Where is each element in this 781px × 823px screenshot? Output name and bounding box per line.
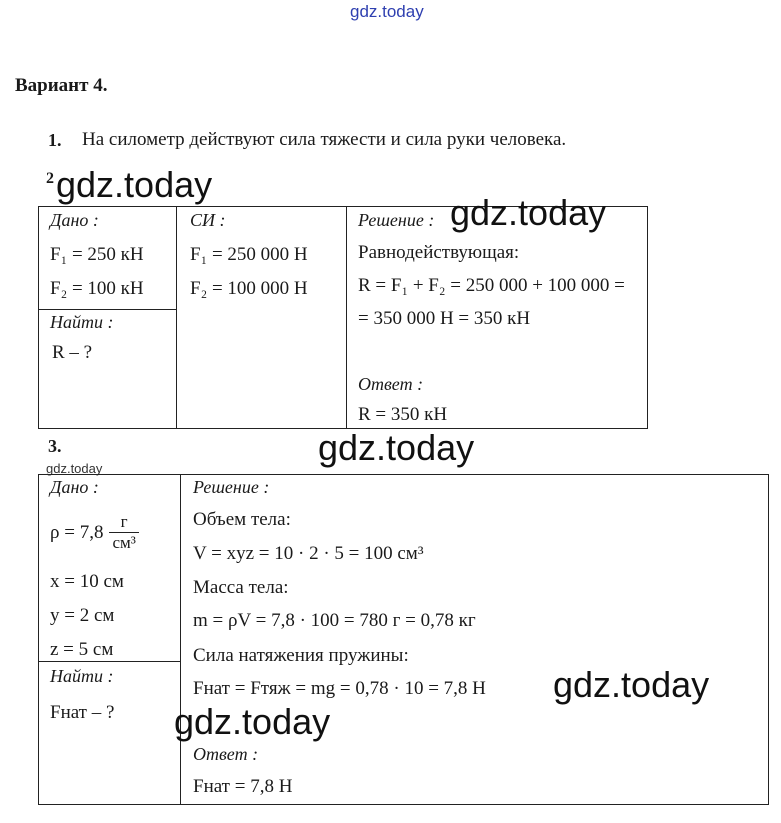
watermark-2: gdz.today [450,192,607,233]
question-1-number: 1. [48,130,62,150]
q3-find-value: Fнат – ? [50,702,115,723]
q3-solution-line-6: Fнат = Fтяж = mg = 0,78 · 10 = 7,8 Н [193,678,486,699]
q2-solution-line-1: Равнодействующая: [358,242,520,263]
q3-rho-numerator: г [109,512,138,533]
question-2-number: 2 [46,170,54,187]
q3-rho-fraction [109,512,138,553]
q3-rho-lhs: ρ = 7,8 [50,521,104,543]
question-3-table [38,474,769,805]
q3-solution-label: Решение : [193,477,270,497]
q2-find-value: R – ? [52,342,93,363]
q3-solution-line-2: V = xyz = 10 · 2 · 5 = 100 см³ [193,543,424,564]
watermark-5: gdz.today [174,701,331,742]
watermark-1: gdz.today [56,164,213,205]
q3-rho-denominator: см³ [112,533,136,552]
q3-solution-line-3: Масса тела: [193,577,289,598]
q3-given-rho [50,512,139,553]
page-title: Вариант 4. [15,75,108,96]
question-1-text: На силометр действуют сила тяжести и сила руки человека. [82,129,567,150]
q2-answer-value: R = 350 кН [358,404,448,425]
q3-solution-line-4: m = ρV = 7,8 · 100 = 780 г = 0,78 кг [193,610,476,631]
watermark-top: gdz.today [350,2,424,21]
q2-si-label: СИ : [190,210,226,230]
q2-find-label: Найти : [50,312,114,332]
watermark-4: gdz.today [553,664,710,705]
q3-solution-line-1: Объем тела: [193,509,291,530]
q2-solution-line-3: = 350 000 Н = 350 кН [358,308,531,329]
q2-solution-line-2: R = F₁ + F₂ = 250 000 + 100 000 = [358,275,625,296]
q2-given-f1: F₁ = 250 кН [50,244,144,265]
watermark-3: gdz.today [318,427,475,468]
q3-given-x: x = 10 см [50,571,124,592]
question-3-number: 3. [48,436,62,456]
q2-solution-label: Решение : [358,210,435,230]
q3-solution-line-5: Сила натяжения пружины: [193,645,409,666]
q2-si-cell [177,207,347,429]
watermark-tiny: gdz.today [46,461,103,476]
q3-given-label: Дано : [50,477,99,497]
q3-find-label: Найти : [50,666,114,686]
q2-answer-label: Ответ : [358,374,424,394]
q3-given-y: y = 2 см [50,605,115,626]
q3-given-z: z = 5 см [50,639,114,660]
q3-given-cell [39,475,181,662]
question-2-table [38,206,648,429]
q2-given-f2: F₂ = 100 кН [50,278,144,299]
q2-given-label: Дано : [50,210,99,230]
q2-si-f2: F₂ = 100 000 Н [190,278,308,299]
q3-answer-value: Fнат = 7,8 Н [193,776,293,797]
q2-si-f1: F₁ = 250 000 Н [190,244,308,265]
q3-answer-label: Ответ : [193,744,259,764]
